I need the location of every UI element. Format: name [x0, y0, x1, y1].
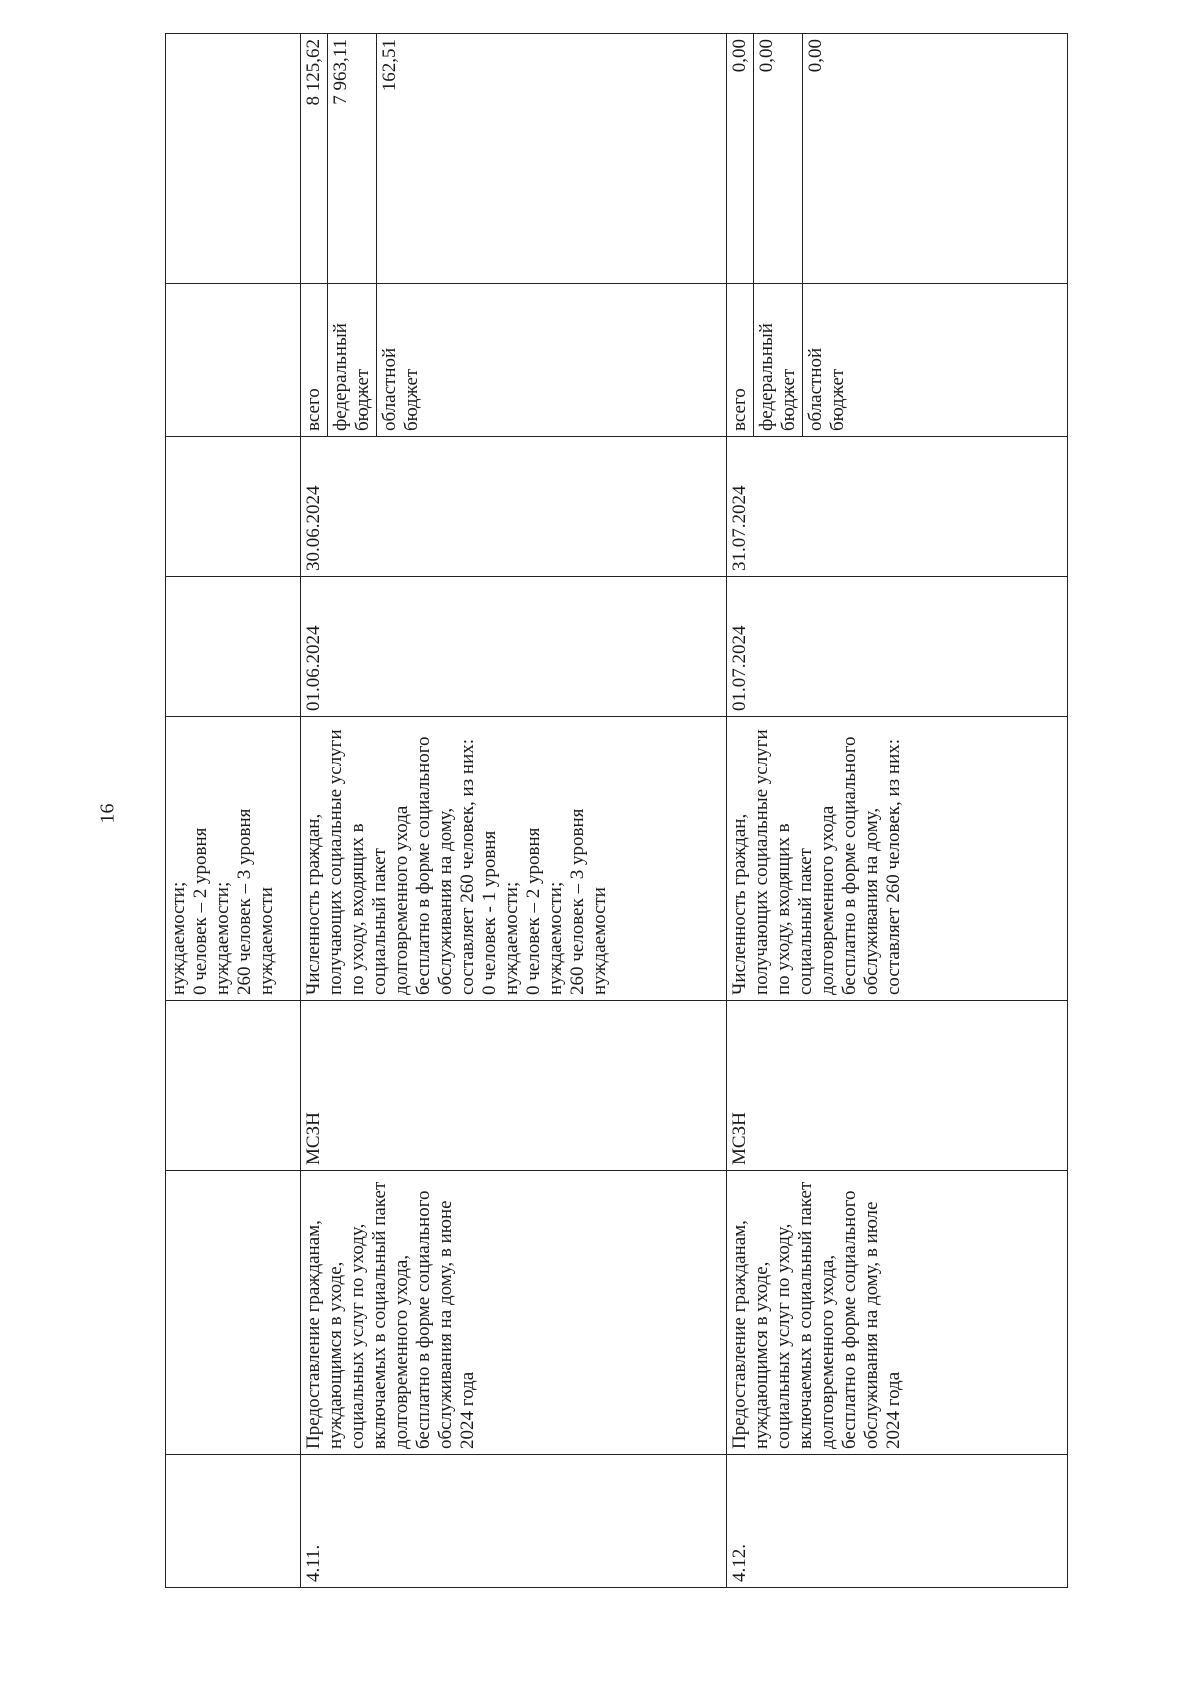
cell-start-date: 01.07.2024	[727, 577, 1068, 717]
cell-start-date	[166, 577, 301, 717]
rotated-table-container	[165, 34, 1063, 1588]
cell-executor: МСЗН	[301, 1001, 727, 1171]
cell-number	[166, 1455, 301, 1588]
cell-number: 4.12.	[727, 1455, 1068, 1588]
page-number: 16	[96, 803, 119, 824]
cell-end-date: 30.06.2024	[301, 437, 727, 577]
cell-result: Численность граждан, получающих социальные услуги по уходу, входящих в социальный пакет долговременного ухода бесплатно в форме социального обслуживания на дому, составляет 260 человек, из них:	[727, 717, 1068, 1001]
cell-funding-amount: 0,00	[754, 34, 803, 284]
cell-funding-source: областной бюджет	[377, 284, 727, 437]
cell-funding-source: областной бюджет	[803, 284, 1068, 437]
cell-result: нуждаемости; 0 человек – 2 уровня нуждаемости; 260 человек – 3 уровня нуждаемости	[166, 717, 301, 1001]
cell-funding-amount: 7 963,11	[328, 34, 377, 284]
cell-end-date	[166, 437, 301, 577]
cell-event	[166, 1171, 301, 1455]
table-row-continuation	[166, 34, 301, 1588]
cell-funding-source: всего	[727, 284, 754, 437]
cell-executor: МСЗН	[727, 1001, 1068, 1171]
cell-funding-amount: 162,51	[377, 34, 727, 284]
table-row	[301, 34, 328, 1588]
cell-number: 4.11.	[301, 1455, 727, 1588]
cell-funding-source: всего	[301, 284, 328, 437]
cell-result: Численность граждан, получающих социальные услуги по уходу, входящих в социальный пакет долговременного ухода бесплатно в форме социального обслуживания на дому, составляет 260 человек, из них: 0 человек - 1 уровня нуждаемости; 0 человек – 2 уровня нуждаемости; 260 человек – 3 уровня нуждаемости	[301, 717, 727, 1001]
cell-funding-amount: 0,00	[803, 34, 1068, 284]
table-row	[727, 34, 754, 1588]
cell-funding-amount: 0,00	[727, 34, 754, 284]
cell-funding-amount: 8 125,62	[301, 34, 328, 284]
cell-funding-source: федеральный бюджет	[328, 284, 377, 437]
cell-executor	[166, 1001, 301, 1171]
cell-event: Предоставление гражданам, нуждающимся в уходе, социальных услуг по уходу, включаемых в социальный пакет долговременного ухода, бесплатно в форме социального обслуживания на дому, в июле 2024 года	[727, 1171, 1068, 1455]
plan-table	[165, 33, 1068, 1588]
cell-funding-source: федеральный бюджет	[754, 284, 803, 437]
cell-funding-source	[166, 284, 301, 437]
cell-end-date: 31.07.2024	[727, 437, 1068, 577]
cell-start-date: 01.06.2024	[301, 577, 727, 717]
cell-event: Предоставление гражданам, нуждающимся в уходе, социальных услуг по уходу, включаемых в социальный пакет долговременного ухода, бесплатно в форме социального обслуживания на дому, в июне 2024 года	[301, 1171, 727, 1455]
cell-funding-amount	[166, 34, 301, 284]
